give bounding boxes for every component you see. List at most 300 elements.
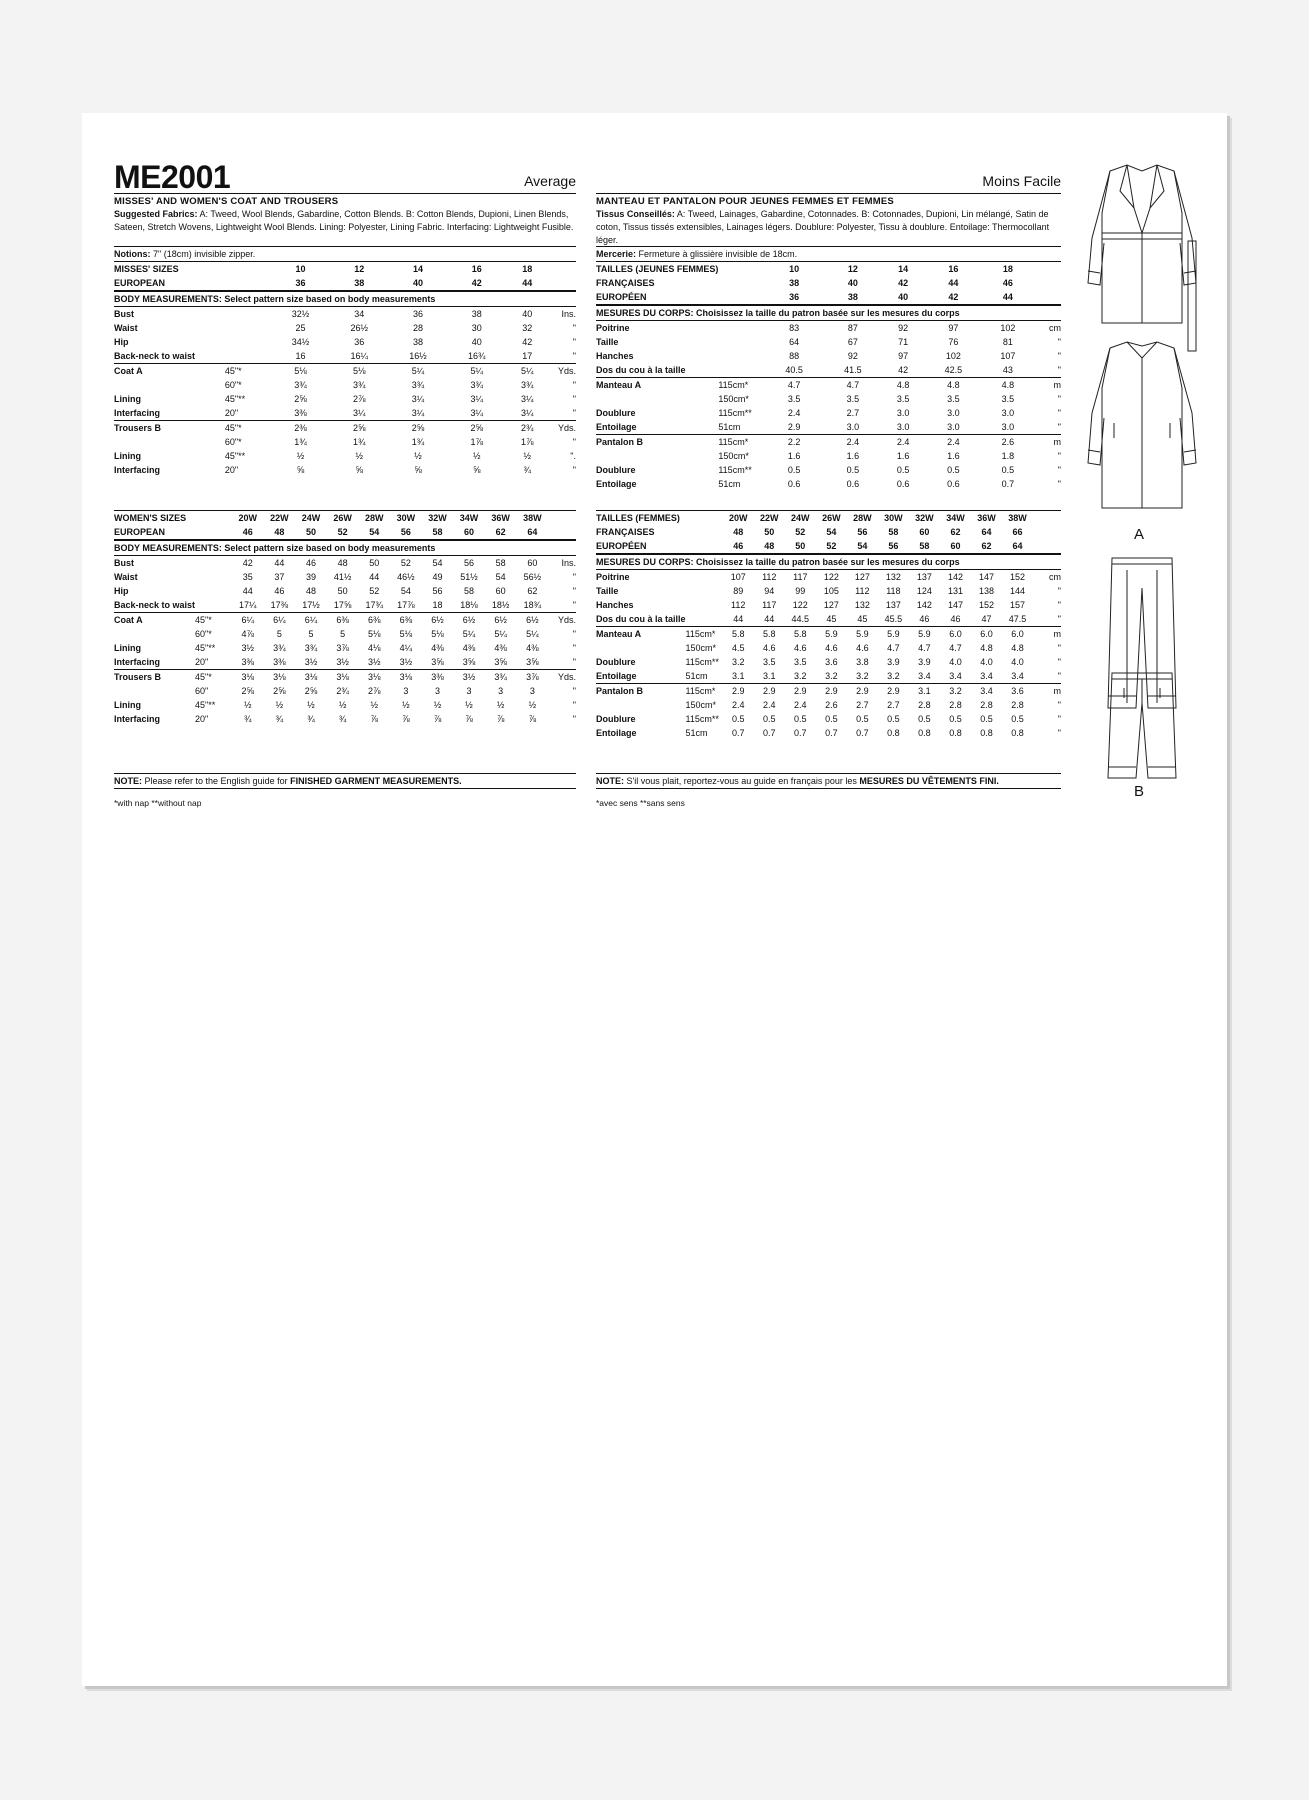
table-row: [596, 712, 1061, 726]
table-cell: Yds.: [548, 613, 576, 628]
table-cell: 17½: [302, 600, 320, 610]
table-row: [114, 584, 576, 598]
table-cell: 0.5: [731, 714, 745, 724]
table-cell: [225, 349, 271, 364]
table-cell: Yds.: [548, 421, 576, 436]
table-cell: 40.5: [785, 365, 803, 375]
table-cell: 3.5: [947, 394, 960, 404]
table-cell: 0.8: [918, 728, 931, 738]
table-cell: 36: [389, 307, 448, 322]
table-cell: 2.6: [983, 435, 1033, 450]
table-cell: [718, 276, 765, 290]
fabrics-text-fr: A: Tweed, Lainages, Gabardine, Cotonnades. B: Cotonnades, Dupioni, Lin mélangé, Satin de coton, Tissus tissés extensibles, Lainages légers. Doublure: Polyester, Tissu à doublure. Entoilage: Thermocollant léger.: [596, 209, 1050, 245]
table-cell: 3½: [367, 657, 381, 667]
table-cell: 2⅜: [271, 421, 330, 436]
table-cell: 6.0: [940, 627, 971, 642]
table-cell: 3.4: [918, 671, 931, 681]
table-cell: ": [572, 700, 576, 710]
table-cell: [225, 321, 271, 335]
table-row: [114, 712, 576, 726]
table-cell: 3⅜: [422, 670, 454, 685]
table-cell: [548, 262, 576, 277]
table-cell: 5⅛: [399, 629, 413, 639]
coat-back-drawing: [1088, 342, 1196, 508]
table-cell: 54: [422, 556, 454, 571]
table-cell: ": [1057, 600, 1061, 610]
table-cell: 51cm: [718, 422, 741, 432]
table-row: [114, 627, 576, 641]
table-cell: 157: [1010, 600, 1026, 610]
table-cell: 3.5: [896, 394, 910, 404]
table-cell: ": [572, 465, 576, 475]
table-cell: Yds.: [548, 670, 576, 685]
table-cell: Interfacing: [114, 408, 161, 418]
table-row: [114, 511, 576, 526]
table-cell: 4.8: [983, 378, 1033, 393]
table-cell: ": [1057, 714, 1061, 724]
table-cell: 38: [447, 307, 506, 322]
table-row: [114, 262, 576, 277]
table-cell: Hanches: [596, 600, 634, 610]
table-cell: 4.8: [1011, 643, 1024, 653]
table-cell: 115cm*: [686, 627, 723, 642]
table-cell: 18¾: [523, 600, 542, 610]
table-cell: [1033, 525, 1061, 539]
table-cell: 3.2: [887, 671, 900, 681]
table-cell: 3⅛: [295, 670, 327, 685]
table-cell: 3⅝: [526, 657, 539, 667]
table-row: [114, 406, 576, 421]
table-cell: ½: [370, 700, 378, 710]
table-cell: ¾: [307, 714, 315, 724]
table-cell: 142: [916, 600, 932, 610]
table-cell: ": [1057, 451, 1061, 461]
table-cell: ": [572, 394, 576, 404]
table-cell: 45"*: [195, 613, 232, 628]
table-cell: 46½: [397, 572, 415, 582]
notions-text-fr: Fermeture à glissière invisible de 18cm.: [636, 249, 798, 259]
table-cell: Back-neck to waist: [114, 351, 196, 361]
table-cell: 3¾: [485, 670, 517, 685]
table-cell: 4⅜: [431, 643, 444, 653]
table-cell: 32: [522, 323, 533, 333]
table-cell: 4.6: [763, 643, 776, 653]
table-cell: 64: [981, 527, 992, 537]
table-cell: Hip: [114, 586, 129, 596]
table-cell: 36: [295, 278, 306, 288]
table-cell: 18: [432, 600, 443, 610]
table-cell: 45"*: [195, 670, 232, 685]
table-cell: 4.7: [887, 643, 900, 653]
table-cell: 22W: [264, 511, 296, 526]
table-cell: 6.0: [1002, 627, 1033, 642]
table-cell: 112: [731, 600, 746, 610]
table-cell: 4⅜: [494, 643, 507, 653]
table-cell: 42: [522, 337, 533, 347]
table-row: [114, 435, 576, 449]
table-cell: 115cm*: [718, 435, 765, 450]
table-cell: [195, 511, 232, 526]
table-cell: ": [572, 714, 576, 724]
table-row: [114, 598, 576, 613]
table-cell: ½: [473, 451, 481, 461]
table-cell: 3.1: [763, 671, 776, 681]
table-cell: Ins.: [548, 307, 576, 322]
table-cell: ": [1057, 337, 1061, 347]
table-cell: ": [572, 657, 576, 667]
table-cell: 127: [823, 600, 839, 610]
table-row: [596, 511, 1061, 526]
table-cell: m: [1033, 378, 1061, 393]
table-cell: 45"*: [225, 421, 271, 436]
table-cell: 4.8: [924, 378, 983, 393]
table-cell: 26W: [327, 511, 359, 526]
table-cell: 56: [888, 541, 899, 551]
table-cell: [195, 525, 232, 540]
table-cell: FRANÇAISES: [596, 278, 655, 288]
table-cell: ⅝: [296, 465, 305, 475]
table-cell: 0.7: [825, 728, 838, 738]
table-cell: 2¾: [336, 686, 349, 696]
table-cell: Taille: [596, 586, 619, 596]
table-cell: 2.4: [763, 700, 776, 710]
table-cell: 97: [924, 321, 983, 336]
table-cell: MISSES' SIZES: [114, 262, 225, 277]
table-cell: 3½: [336, 657, 349, 667]
table-cell: Hanches: [596, 351, 634, 361]
table-row: [596, 627, 1061, 642]
table-cell: 2.4: [787, 408, 801, 418]
table-cell: 4.8: [980, 643, 993, 653]
table-cell: [195, 598, 232, 613]
table-cell: 3½: [399, 657, 413, 667]
table-cell: ": [1057, 408, 1061, 418]
table-cell: Interfacing: [114, 657, 161, 667]
table-row: [596, 525, 1061, 539]
table-cell: 122: [816, 570, 847, 585]
table-cell: m: [1033, 627, 1061, 642]
table-row: [114, 321, 576, 335]
table-cell: 0.8: [949, 728, 962, 738]
table-cell: 2.9: [754, 684, 785, 699]
table-cell: [225, 335, 271, 349]
table-cell: 12: [330, 262, 389, 277]
table-row: [114, 698, 576, 712]
table-cell: 22W: [754, 511, 785, 526]
table-cell: m: [1033, 435, 1061, 450]
table-row: [114, 684, 576, 698]
table-cell: 2.8: [1011, 700, 1024, 710]
view-a-label: A: [1134, 526, 1145, 543]
table-cell: ½: [433, 700, 442, 710]
table-cell: 5⅛: [271, 364, 330, 379]
table-cell: ": [1057, 657, 1061, 667]
table-cell: 88: [789, 351, 800, 361]
table-cell: 3.2: [940, 684, 971, 699]
table-cell: [596, 698, 686, 712]
table-cell: 150cm*: [718, 451, 749, 461]
table-cell: 60: [495, 586, 506, 596]
table-cell: 4.7: [949, 643, 962, 653]
table-cell: 115cm*: [686, 684, 723, 699]
table-row: [596, 363, 1061, 378]
difficulty-level-fr: Moins Facile: [982, 173, 1061, 189]
table-row: [596, 698, 1061, 712]
table-cell: 3¾: [520, 380, 534, 390]
table-cell: 6½: [485, 613, 517, 628]
table-cell: Manteau A: [596, 378, 718, 393]
table-cell: 5¼: [389, 364, 448, 379]
table-cell: m: [1033, 684, 1061, 699]
table-cell: 150cm*: [718, 394, 749, 404]
table-cell: 92: [847, 351, 858, 361]
table-cell: 5¼: [494, 629, 507, 639]
table-cell: 0.5: [763, 714, 776, 724]
body-measurements-title-row: [114, 540, 576, 556]
table-cell: Poitrine: [596, 570, 686, 585]
table-cell: 0.5: [1001, 465, 1015, 475]
table-cell: 42: [898, 278, 909, 288]
table-cell: Back-neck to waist: [114, 600, 196, 610]
table-cell: 115cm*: [718, 378, 765, 393]
table-cell: 3⅛: [264, 670, 296, 685]
table-cell: 115cm**: [718, 465, 752, 475]
table-cell: 3: [403, 686, 409, 696]
table-cell: 5.8: [754, 627, 785, 642]
table-row: [114, 276, 576, 291]
table-cell: 16¾: [468, 351, 486, 361]
table-cell: 40: [847, 278, 858, 288]
table-cell: 18: [983, 262, 1033, 277]
notions-fr: [596, 246, 1061, 261]
table-cell: 112: [855, 586, 870, 596]
table-row: [114, 335, 576, 349]
table-cell: 38: [847, 292, 858, 302]
table-cell: 5.9: [878, 627, 909, 642]
table-cell: 3: [529, 686, 535, 696]
table-cell: 3.5: [1001, 394, 1015, 404]
table-row: [596, 406, 1061, 420]
body-measurements-title-row: [114, 291, 576, 307]
misses-size-table-fr: [596, 261, 1061, 491]
table-cell: EUROPÉEN: [596, 292, 647, 302]
table-cell: 4¼: [399, 643, 413, 653]
table-cell: ½: [414, 451, 422, 461]
table-cell: 14: [389, 262, 448, 277]
table-cell: Ins.: [548, 556, 576, 571]
table-cell: 117: [785, 570, 816, 585]
table-cell: 115cm**: [718, 408, 752, 418]
table-cell: Lining: [114, 700, 141, 710]
table-cell: 28W: [847, 511, 878, 526]
table-cell: 89: [733, 586, 744, 596]
table-cell: [718, 363, 765, 378]
table-cell: ½: [307, 700, 315, 710]
suggested-fabrics: [114, 208, 576, 234]
table-cell: 62: [527, 586, 538, 596]
note-bold-fr: MESURES DU VÊTEMENTS FINI.: [859, 776, 999, 786]
table-cell: 137: [909, 570, 940, 585]
table-cell: 6¼: [295, 613, 327, 628]
table-cell: 0.6: [787, 479, 801, 489]
table-cell: ⅞: [496, 714, 505, 724]
table-cell: ½: [465, 700, 473, 710]
table-cell: 32W: [422, 511, 454, 526]
table-cell: 51cm: [685, 671, 708, 681]
table-cell: 3½: [453, 670, 485, 685]
table-cell: 62: [981, 541, 992, 551]
table-cell: 2⅞: [367, 686, 381, 696]
table-cell: 45"**: [195, 643, 216, 653]
table-cell: 47.5: [1008, 614, 1027, 624]
pattern-heading-fr: MANTEAU ET PANTALON POUR JEUNES FEMMES ET FEMMES: [596, 193, 1061, 207]
table-cell: 44: [764, 614, 775, 624]
table-cell: 81: [1002, 337, 1013, 347]
notions-text: 7" (18cm) invisible zipper.: [150, 249, 256, 259]
table-cell: 28W: [358, 511, 390, 526]
table-cell: 30W: [878, 511, 909, 526]
table-cell: 3.9: [918, 657, 931, 667]
table-cell: 24W: [295, 511, 327, 526]
table-cell: 0.5: [980, 714, 993, 724]
table-cell: 41½: [333, 572, 352, 582]
table-cell: ": [572, 437, 576, 447]
table-cell: [596, 641, 686, 655]
table-cell: 46: [919, 614, 930, 624]
table-cell: 3.9: [887, 657, 900, 667]
table-cell: ": [1057, 586, 1061, 596]
table-cell: 58: [432, 527, 443, 537]
table-cell: [195, 556, 232, 571]
table-cell: Yds.: [548, 364, 576, 379]
table-cell: WOMEN'S SIZES: [114, 511, 195, 526]
table-cell: 1¾: [352, 437, 366, 447]
table-cell: 45"**: [224, 451, 246, 461]
table-row: [596, 420, 1061, 435]
table-cell: 2.9: [787, 422, 801, 432]
table-cell: 137: [885, 600, 901, 610]
table-cell: 54: [369, 527, 380, 537]
table-cell: 16: [924, 262, 983, 277]
table-cell: 5.8: [723, 627, 754, 642]
table-cell: ½: [528, 700, 537, 710]
table-cell: 94: [764, 586, 775, 596]
finished-measurements-note: [114, 773, 576, 789]
table-cell: FRANÇAISES: [596, 527, 655, 537]
table-cell: 0.5: [794, 714, 807, 724]
table-cell: ½: [402, 700, 410, 710]
table-cell: 150cm*: [685, 700, 717, 710]
table-cell: 0.7: [1001, 479, 1015, 489]
table-cell: [114, 684, 195, 698]
table-row: [596, 584, 1061, 598]
table-cell: 54: [857, 541, 868, 551]
table-cell: 50: [337, 586, 348, 596]
table-cell: 38: [413, 337, 424, 347]
table-cell: 0.6: [896, 479, 910, 489]
table-cell: 3.0: [846, 422, 860, 432]
table-cell: 3.4: [980, 671, 993, 681]
body-measurements-title: BODY MEASUREMENTS: Select pattern size based on body measurements: [114, 540, 576, 556]
table-cell: ": [572, 408, 576, 418]
table-cell: 52: [390, 556, 422, 571]
table-cell: [596, 392, 718, 406]
table-cell: 142: [940, 570, 971, 585]
table-row: [596, 392, 1061, 406]
table-cell: 1⅞: [470, 437, 484, 447]
table-cell: 131: [947, 586, 963, 596]
table-cell: 76: [948, 337, 959, 347]
table-cell: TAILLES (FEMMES): [596, 511, 686, 526]
table-cell: 0.5: [896, 465, 910, 475]
table-cell: 2⅝: [330, 421, 389, 436]
note-bold: FINISHED GARMENT MEASUREMENTS.: [290, 776, 462, 786]
table-cell: 3: [466, 686, 472, 696]
table-row: [114, 570, 576, 584]
table-cell: 3¼: [352, 408, 366, 418]
table-cell: 5: [308, 629, 314, 639]
women-size-table-fr: [596, 510, 1061, 740]
table-cell: 64: [527, 527, 538, 537]
table-cell: 0.5: [1011, 714, 1024, 724]
table-cell: 17¼: [239, 600, 257, 610]
table-cell: cm: [1033, 570, 1061, 585]
table-cell: Bust: [114, 307, 225, 322]
table-cell: 34W: [453, 511, 485, 526]
table-cell: [548, 276, 576, 291]
table-cell: 18: [506, 262, 548, 277]
table-cell: 3¾: [304, 643, 318, 653]
table-cell: 4.6: [794, 643, 807, 653]
table-cell: 6½: [422, 613, 454, 628]
table-cell: ½: [355, 451, 363, 461]
table-cell: 44: [264, 556, 296, 571]
table-cell: 40: [506, 307, 548, 322]
table-cell: 2.4: [882, 435, 924, 450]
table-cell: 127: [847, 570, 878, 585]
table-cell: 4.7: [824, 378, 883, 393]
table-row: [114, 613, 576, 628]
table-cell: 2.2: [765, 435, 824, 450]
table-cell: 32W: [909, 511, 940, 526]
table-cell: 3¼: [411, 408, 425, 418]
table-cell: [1033, 539, 1061, 554]
table-cell: ¾: [275, 714, 284, 724]
table-cell: 3¼: [520, 408, 534, 418]
table-cell: 0.7: [763, 728, 776, 738]
table-cell: 60: [516, 556, 548, 571]
table-cell: ": [572, 600, 576, 610]
table-row: [114, 307, 576, 322]
table-cell: 14: [882, 262, 924, 277]
table-cell: 2.9: [878, 684, 909, 699]
table-cell: 50: [795, 541, 806, 551]
table-cell: Coat A: [114, 364, 225, 379]
table-cell: Coat A: [114, 613, 195, 628]
table-cell: 2⅝: [304, 686, 318, 696]
table-cell: [548, 525, 576, 540]
table-cell: 138: [978, 586, 994, 596]
table-cell: 3⅝: [462, 657, 476, 667]
table-row: [596, 321, 1061, 336]
table-cell: Dos du cou à la taille: [596, 365, 686, 375]
table-cell: ⅝: [414, 465, 422, 475]
table-cell: 17⅞: [397, 600, 415, 610]
table-cell: 147: [971, 570, 1002, 585]
table-cell: 3.0: [1001, 408, 1015, 418]
table-cell: 150cm*: [685, 643, 717, 653]
table-cell: Trousers B: [114, 670, 195, 685]
